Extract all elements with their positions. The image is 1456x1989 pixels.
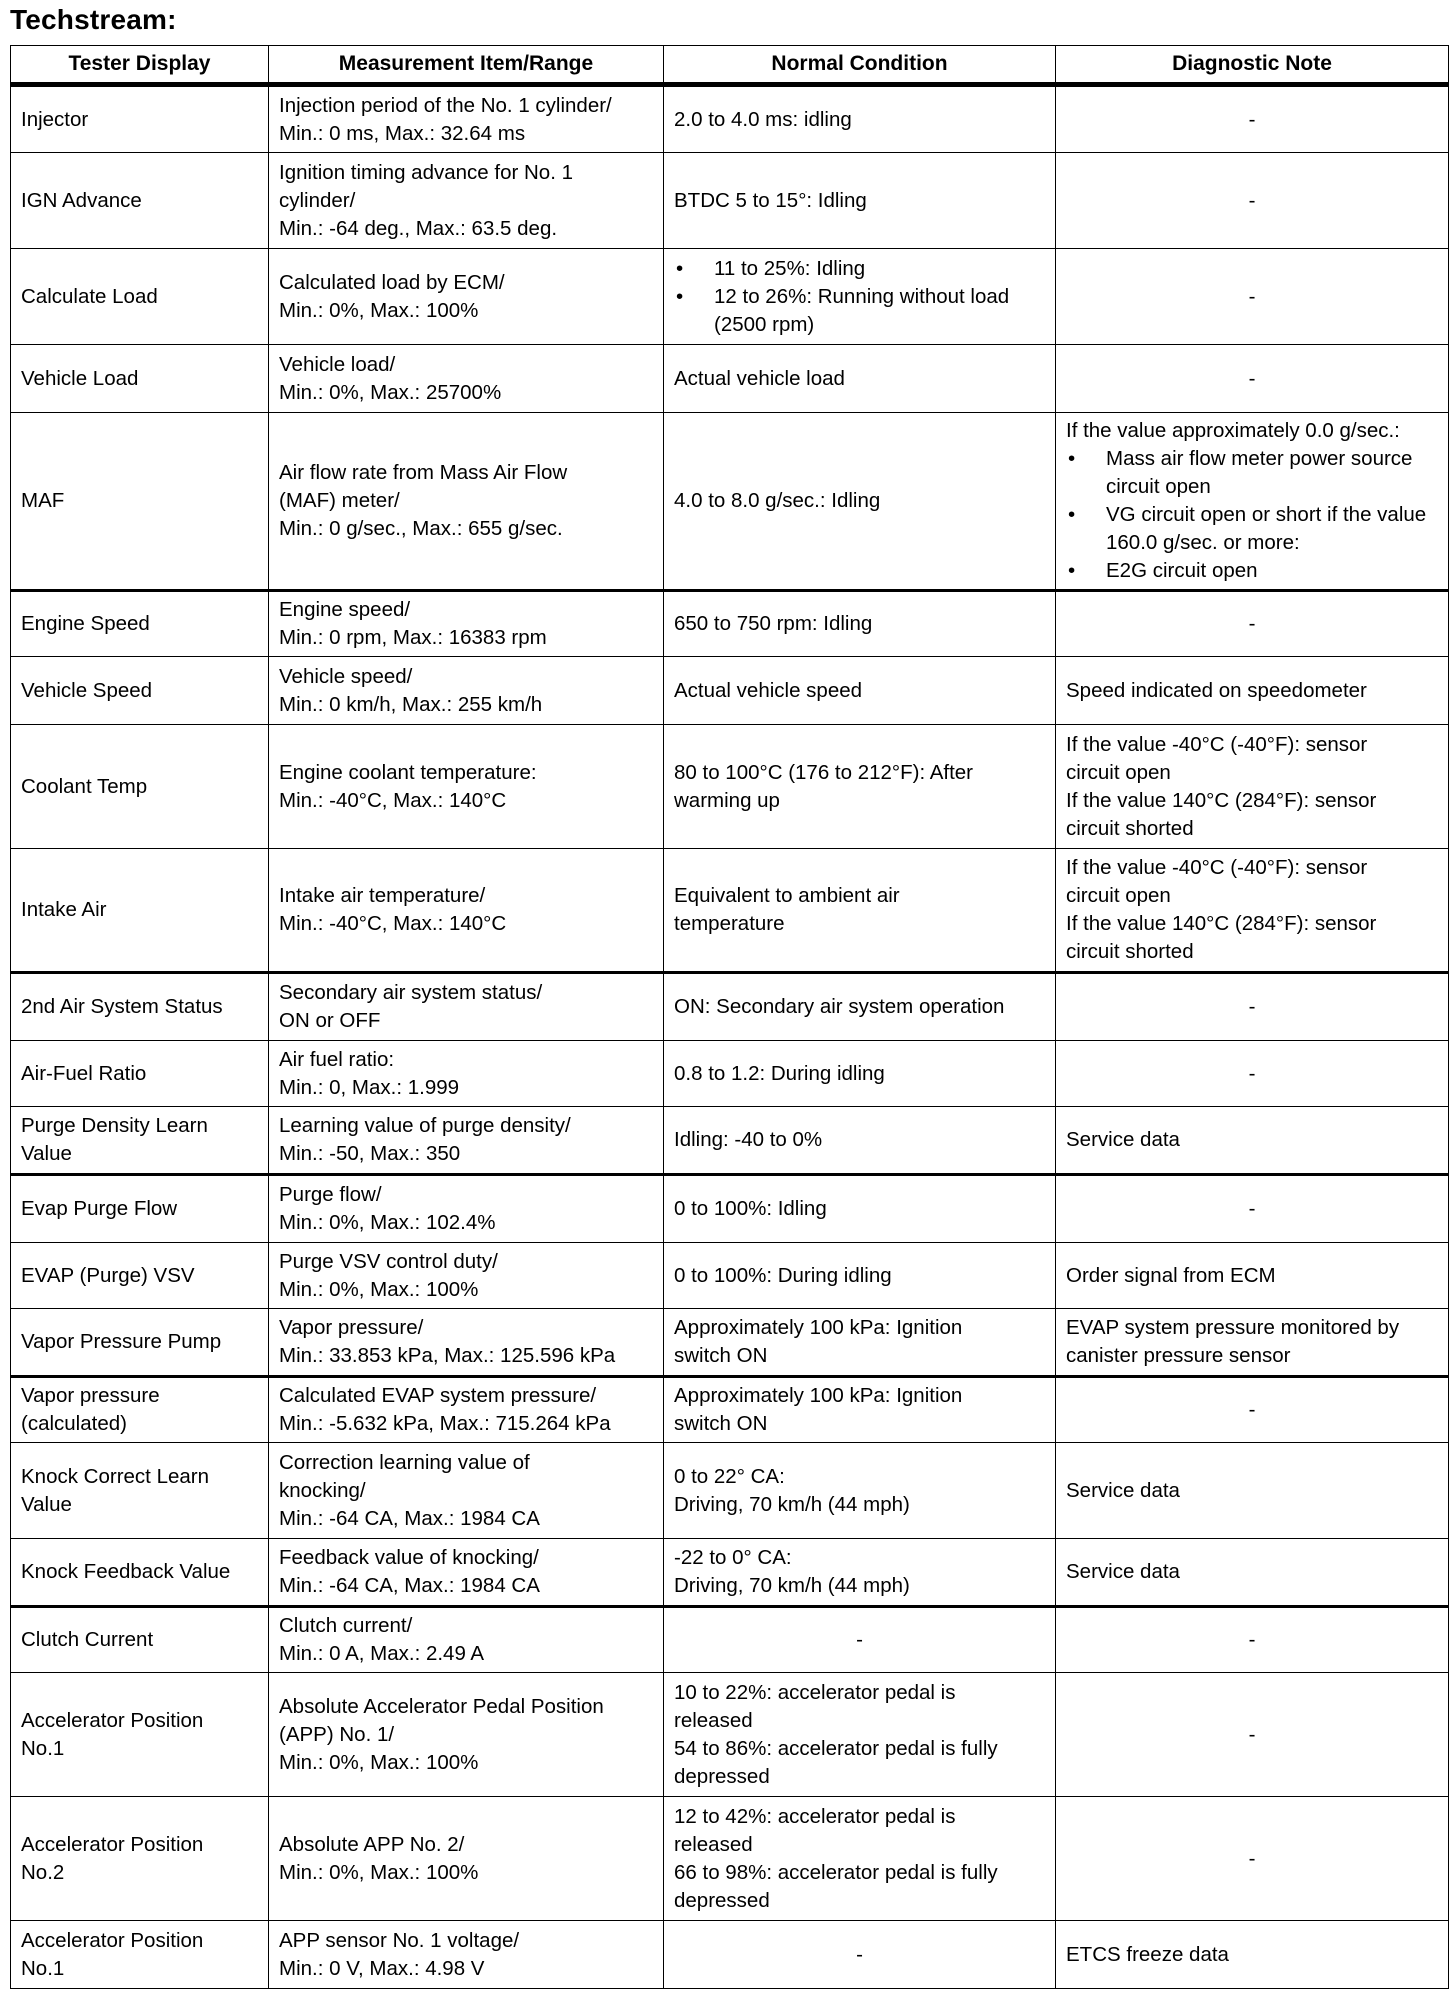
cell-tester-display-line: Vapor pressure	[21, 1384, 160, 1407]
cell-normal-condition	[664, 413, 1056, 591]
cell-diagnostic-note-line: EVAP system pressure monitored by	[1066, 1316, 1400, 1339]
table-header-row	[11, 46, 1449, 85]
cell-tester-display	[11, 413, 269, 591]
cell-tester-display	[11, 725, 269, 849]
cell-measurement-item-line: (MAF) meter/	[279, 489, 400, 512]
cell-measurement-item	[269, 1041, 664, 1107]
cell-tester-display	[11, 1539, 269, 1607]
cell-measurement-item-line: Secondary air system status/	[279, 981, 543, 1004]
cell-measurement-item-line: Vehicle load/	[279, 352, 396, 376]
table-row	[11, 1443, 1449, 1539]
table-row	[11, 973, 1449, 1041]
cell-measurement-item-line: Absolute APP No. 2/	[279, 1832, 465, 1856]
cell-measurement-item	[269, 249, 664, 345]
cell-normal-condition	[664, 591, 1056, 657]
cell-measurement-item-line: Vehicle speed/	[279, 664, 413, 688]
cell-tester-display-line: Vehicle Speed	[21, 678, 153, 702]
cell-measurement-item-line: Feedback value of knocking/	[279, 1546, 539, 1569]
table-row	[11, 1175, 1449, 1243]
cell-measurement-item-line: Min.: -64 CA, Max.: 1984 CA	[279, 1506, 540, 1530]
cell-normal-condition	[664, 1443, 1056, 1539]
diagnostic-note-intro: If the value approximately 0.0 g/sec.:	[1066, 419, 1400, 442]
cell-normal-condition	[664, 1607, 1056, 1673]
cell-measurement-item-line: Air flow rate from Mass Air Flow	[279, 461, 568, 484]
table-row	[11, 249, 1449, 345]
cell-diagnostic-note-line: canister pressure sensor	[1066, 1344, 1291, 1367]
cell-diagnostic-note	[1056, 973, 1449, 1041]
cell-measurement-item-line: APP sensor No. 1 voltage/	[279, 1928, 520, 1952]
diagnostic-note-list	[1066, 445, 1438, 585]
table-row	[11, 153, 1449, 249]
cell-measurement-item-line: Purge flow/	[279, 1183, 382, 1206]
cell-measurement-item	[269, 1443, 664, 1539]
cell-diagnostic-note-line: Service data	[1066, 1128, 1180, 1151]
cell-tester-display-line: Knock Correct Learn	[21, 1464, 210, 1488]
cell-measurement-item-line: Purge VSV control duty/	[279, 1249, 498, 1273]
cell-normal-condition-line: 0 to 22° CA:	[674, 1464, 785, 1488]
cell-diagnostic-note	[1056, 591, 1449, 657]
table-row	[11, 1921, 1449, 1989]
table-row	[11, 1377, 1449, 1443]
cell-measurement-item-line: Min.: 0%, Max.: 100%	[279, 1750, 479, 1774]
cell-tester-display-line: Vapor Pressure Pump	[21, 1330, 222, 1353]
table-row	[11, 657, 1449, 725]
cell-normal-condition-line: switch ON	[674, 1344, 768, 1367]
cell-normal-condition-line: 4.0 to 8.0 g/sec.: Idling	[674, 489, 881, 512]
data-list-table	[10, 45, 1449, 1989]
cell-diagnostic-note	[1056, 1921, 1449, 1989]
cell-tester-display	[11, 85, 269, 153]
cell-diagnostic-note	[1056, 1539, 1449, 1607]
cell-measurement-item-line: Min.: 0%, Max.: 100%	[279, 298, 479, 322]
cell-normal-condition-line: Idling: -40 to 0%	[674, 1128, 823, 1151]
cell-measurement-item-line: Min.: 33.853 kPa, Max.: 125.596 kPa	[279, 1344, 616, 1367]
cell-tester-display-line: Air-Fuel Ratio	[21, 1061, 147, 1085]
table-row	[11, 725, 1449, 849]
cell-diagnostic-note-line: -	[1248, 1846, 1256, 1870]
cell-tester-display-line: Value	[21, 1492, 72, 1516]
cell-diagnostic-note	[1056, 1175, 1449, 1243]
table-row	[11, 1107, 1449, 1175]
cell-tester-display	[11, 249, 269, 345]
cell-measurement-item	[269, 1539, 664, 1607]
cell-tester-display-line: Engine Speed	[21, 612, 150, 635]
cell-measurement-item-line: Min.: 0%, Max.: 25700%	[279, 380, 502, 404]
cell-normal-condition	[664, 973, 1056, 1041]
cell-measurement-item	[269, 345, 664, 413]
cell-measurement-item-line: Min.: 0 rpm, Max.: 16383 rpm	[279, 626, 547, 649]
cell-measurement-item-line: Min.: 0 ms, Max.: 32.64 ms	[279, 121, 526, 145]
cell-tester-display-line: No.2	[21, 1860, 65, 1884]
cell-diagnostic-note	[1056, 1309, 1449, 1377]
cell-normal-condition	[664, 1797, 1056, 1921]
cell-tester-display	[11, 1797, 269, 1921]
cell-measurement-item	[269, 1243, 664, 1309]
header-measurement-item: Measurement Item/Range	[269, 46, 664, 85]
cell-measurement-item-line: Correction learning value of	[279, 1450, 530, 1474]
list-item: • 11 to 25%: Idling	[674, 255, 1045, 283]
cell-tester-display-line: Vehicle Load	[21, 366, 139, 390]
cell-normal-condition-line: released	[674, 1708, 753, 1732]
cell-tester-display-line: Purge Density Learn	[21, 1114, 208, 1137]
cell-measurement-item	[269, 1377, 664, 1443]
cell-diagnostic-note-line: circuit shorted	[1066, 940, 1194, 963]
cell-measurement-item	[269, 413, 664, 591]
cell-diagnostic-note	[1056, 345, 1449, 413]
header-diagnostic-note: Diagnostic Note	[1056, 46, 1449, 85]
cell-diagnostic-note-line: -	[1248, 366, 1256, 390]
cell-normal-condition	[664, 249, 1056, 345]
cell-normal-condition-line: 650 to 750 rpm: Idling	[674, 612, 873, 635]
cell-diagnostic-note-line: If the value -40°C (-40°F): sensor	[1066, 732, 1368, 756]
cell-normal-condition	[664, 1041, 1056, 1107]
cell-normal-condition	[664, 1175, 1056, 1243]
cell-diagnostic-note-line: Service data	[1066, 1560, 1180, 1583]
cell-tester-display-line: Accelerator Position	[21, 1832, 204, 1856]
cell-diagnostic-note-line: circuit shorted	[1066, 816, 1194, 840]
cell-normal-condition	[664, 849, 1056, 973]
table-row	[11, 1309, 1449, 1377]
cell-diagnostic-note-line: -	[1248, 995, 1256, 1018]
cell-diagnostic-note	[1056, 1377, 1449, 1443]
list-item: • E2G circuit open	[1066, 557, 1438, 585]
cell-normal-condition	[664, 1243, 1056, 1309]
cell-measurement-item-line: Air fuel ratio:	[279, 1047, 395, 1071]
table-row	[11, 591, 1449, 657]
cell-normal-condition-line: 80 to 100°C (176 to 212°F): After	[674, 760, 974, 784]
cell-diagnostic-note	[1056, 1443, 1449, 1539]
cell-tester-display	[11, 849, 269, 973]
cell-measurement-item	[269, 725, 664, 849]
cell-tester-display-line: No.1	[21, 1956, 65, 1980]
cell-tester-display	[11, 1175, 269, 1243]
cell-measurement-item-line: Clutch current/	[279, 1614, 413, 1637]
cell-diagnostic-note	[1056, 1607, 1449, 1673]
cell-measurement-item-line: Vapor pressure/	[279, 1316, 424, 1339]
cell-measurement-item-line: Min.: 0 km/h, Max.: 255 km/h	[279, 692, 543, 716]
cell-diagnostic-note-line: circuit open	[1066, 884, 1171, 907]
cell-normal-condition-line: Driving, 70 km/h (44 mph)	[674, 1574, 910, 1597]
cell-normal-condition-line: Actual vehicle speed	[674, 678, 863, 702]
cell-diagnostic-note-line: -	[1248, 188, 1256, 212]
cell-normal-condition	[664, 657, 1056, 725]
cell-normal-condition-line: ON: Secondary air system operation	[674, 995, 1005, 1018]
cell-measurement-item-line: Min.: 0%, Max.: 100%	[279, 1860, 479, 1884]
cell-tester-display-line: MAF	[21, 489, 65, 512]
cell-tester-display-line: Knock Feedback Value	[21, 1560, 231, 1583]
table-row	[11, 1607, 1449, 1673]
cell-diagnostic-note-line: circuit open	[1066, 760, 1171, 784]
cell-normal-condition-line: BTDC 5 to 15°: Idling	[674, 188, 867, 212]
cell-tester-display	[11, 1377, 269, 1443]
cell-tester-display	[11, 153, 269, 249]
cell-normal-condition	[664, 153, 1056, 249]
cell-normal-condition-line: switch ON	[674, 1412, 768, 1435]
cell-normal-condition-line: -22 to 0° CA:	[674, 1546, 792, 1569]
cell-normal-condition	[664, 725, 1056, 849]
cell-measurement-item-line: Calculated load by ECM/	[279, 270, 505, 294]
cell-tester-display	[11, 1309, 269, 1377]
cell-normal-condition-line: Actual vehicle load	[674, 366, 845, 390]
cell-measurement-item-line: Min.: 0 V, Max.: 4.98 V	[279, 1956, 485, 1980]
cell-normal-condition-line: 66 to 98%: accelerator pedal is fully	[674, 1860, 998, 1884]
cell-normal-condition-line: depressed	[674, 1888, 770, 1912]
cell-diagnostic-note-line: -	[1248, 1722, 1256, 1746]
header-normal-condition: Normal Condition	[664, 46, 1056, 85]
cell-tester-display-line: (calculated)	[21, 1412, 127, 1435]
cell-tester-display-line: 2nd Air System Status	[21, 995, 223, 1018]
list-item: • VG circuit open or short if the value 160.0 g/sec. or more:	[1066, 501, 1438, 557]
cell-measurement-item	[269, 1921, 664, 1989]
cell-measurement-item-line: Min.: -5.632 kPa, Max.: 715.264 kPa	[279, 1412, 611, 1435]
cell-tester-display-line: Accelerator Position	[21, 1708, 204, 1732]
cell-normal-condition-line: -	[856, 1942, 863, 1966]
cell-diagnostic-note	[1056, 413, 1449, 591]
cell-diagnostic-note-line: Speed indicated on speedometer	[1066, 678, 1367, 702]
cell-normal-condition-line: 10 to 22%: accelerator pedal is	[674, 1680, 956, 1704]
cell-diagnostic-note-line: -	[1248, 1628, 1256, 1651]
cell-diagnostic-note-line: -	[1248, 612, 1256, 635]
cell-tester-display-line: Evap Purge Flow	[21, 1197, 178, 1220]
cell-normal-condition	[664, 1377, 1056, 1443]
cell-measurement-item-line: Intake air temperature/	[279, 884, 486, 907]
page-title: Techstream:	[10, 4, 177, 35]
list-item: • 12 to 26%: Running without load (2500 rpm)	[674, 283, 1045, 339]
cell-diagnostic-note	[1056, 249, 1449, 345]
cell-tester-display-line: IGN Advance	[21, 188, 142, 212]
cell-normal-condition	[664, 1107, 1056, 1175]
cell-tester-display	[11, 1921, 269, 1989]
cell-tester-display-line: Value	[21, 1142, 72, 1165]
cell-measurement-item	[269, 1673, 664, 1797]
table-row	[11, 1041, 1449, 1107]
cell-normal-condition-line: temperature	[674, 912, 785, 935]
cell-tester-display	[11, 591, 269, 657]
cell-tester-display-line: Intake Air	[21, 898, 107, 921]
cell-measurement-item	[269, 1797, 664, 1921]
cell-measurement-item	[269, 85, 664, 153]
cell-tester-display-line: EVAP (Purge) VSV	[21, 1263, 195, 1287]
cell-diagnostic-note	[1056, 1243, 1449, 1309]
cell-normal-condition	[664, 1673, 1056, 1797]
cell-measurement-item-line: Learning value of purge density/	[279, 1114, 571, 1137]
cell-measurement-item-line: ON or OFF	[279, 1009, 381, 1032]
cell-diagnostic-note-line: -	[1248, 284, 1256, 308]
cell-normal-condition	[664, 1921, 1056, 1989]
cell-diagnostic-note-line: If the value 140°C (284°F): sensor	[1066, 788, 1377, 812]
cell-diagnostic-note-line: Order signal from ECM	[1066, 1263, 1276, 1287]
cell-measurement-item-line: Min.: -50, Max.: 350	[279, 1142, 461, 1165]
table-row	[11, 1673, 1449, 1797]
cell-measurement-item	[269, 849, 664, 973]
cell-measurement-item-line: knocking/	[279, 1478, 366, 1502]
table-row	[11, 85, 1449, 153]
cell-tester-display-line: Coolant Temp	[21, 774, 148, 798]
cell-measurement-item-line: Min.: 0%, Max.: 100%	[279, 1277, 479, 1301]
cell-tester-display-line: Accelerator Position	[21, 1928, 204, 1952]
cell-measurement-item-line: Min.: 0, Max.: 1.999	[279, 1075, 460, 1099]
table-row	[11, 1539, 1449, 1607]
cell-normal-condition-line: -	[856, 1628, 863, 1651]
list-item: • Mass air flow meter power source circuit open	[1066, 445, 1438, 501]
cell-diagnostic-note	[1056, 1673, 1449, 1797]
cell-measurement-item-line: Min.: -64 deg., Max.: 63.5 deg.	[279, 216, 558, 240]
table-row	[11, 1797, 1449, 1921]
cell-measurement-item	[269, 1107, 664, 1175]
table-row	[11, 1243, 1449, 1309]
cell-normal-condition-line: 12 to 42%: accelerator pedal is	[674, 1804, 956, 1828]
cell-measurement-item	[269, 591, 664, 657]
cell-measurement-item-line: Min.: -40°C, Max.: 140°C	[279, 788, 507, 812]
normal-condition-list	[674, 255, 1045, 339]
cell-measurement-item-line: Min.: 0%, Max.: 102.4%	[279, 1211, 496, 1234]
cell-measurement-item	[269, 1607, 664, 1673]
cell-tester-display	[11, 973, 269, 1041]
cell-measurement-item-line: Engine coolant temperature:	[279, 760, 537, 784]
cell-tester-display	[11, 345, 269, 413]
cell-measurement-item-line: Injection period of the No. 1 cylinder/	[279, 93, 612, 117]
cell-normal-condition-line: 0 to 100%: During idling	[674, 1263, 892, 1287]
header-tester-display: Tester Display	[11, 46, 269, 85]
table-row	[11, 345, 1449, 413]
cell-measurement-item	[269, 153, 664, 249]
cell-normal-condition	[664, 85, 1056, 153]
cell-tester-display-line: Injector	[21, 107, 89, 131]
cell-diagnostic-note	[1056, 153, 1449, 249]
cell-tester-display-line: Calculate Load	[21, 284, 158, 308]
cell-diagnostic-note-line: -	[1248, 1398, 1256, 1421]
cell-measurement-item-line: cylinder/	[279, 188, 356, 212]
table-row	[11, 413, 1449, 591]
cell-tester-display	[11, 1673, 269, 1797]
cell-normal-condition	[664, 1539, 1056, 1607]
cell-normal-condition-line: depressed	[674, 1764, 770, 1788]
cell-diagnostic-note	[1056, 1041, 1449, 1107]
cell-normal-condition-line: 54 to 86%: accelerator pedal is fully	[674, 1736, 998, 1760]
cell-measurement-item-line: Calculated EVAP system pressure/	[279, 1384, 597, 1407]
cell-normal-condition-line: 2.0 to 4.0 ms: idling	[674, 107, 852, 131]
cell-diagnostic-note	[1056, 849, 1449, 973]
cell-tester-display	[11, 657, 269, 725]
cell-normal-condition-line: Approximately 100 kPa: Ignition	[674, 1384, 963, 1407]
cell-normal-condition-line: 0 to 100%: Idling	[674, 1197, 827, 1220]
cell-tester-display	[11, 1041, 269, 1107]
cell-diagnostic-note	[1056, 85, 1449, 153]
cell-diagnostic-note	[1056, 657, 1449, 725]
cell-normal-condition-line: Driving, 70 km/h (44 mph)	[674, 1492, 910, 1516]
cell-measurement-item-line: Absolute Accelerator Pedal Position	[279, 1694, 604, 1718]
cell-tester-display	[11, 1443, 269, 1539]
cell-diagnostic-note-line: If the value 140°C (284°F): sensor	[1066, 912, 1377, 935]
cell-normal-condition-line: Equivalent to ambient air	[674, 884, 900, 907]
cell-measurement-item-line: Ignition timing advance for No. 1	[279, 160, 573, 184]
cell-measurement-item	[269, 973, 664, 1041]
cell-measurement-item-line: Min.: -40°C, Max.: 140°C	[279, 912, 507, 935]
cell-diagnostic-note-line: -	[1248, 1061, 1256, 1085]
cell-normal-condition-line: released	[674, 1832, 753, 1856]
cell-normal-condition	[664, 1309, 1056, 1377]
cell-tester-display-line: No.1	[21, 1736, 65, 1760]
cell-diagnostic-note-line: If the value -40°C (-40°F): sensor	[1066, 856, 1368, 879]
cell-normal-condition-line: 0.8 to 1.2: During idling	[674, 1061, 885, 1085]
cell-measurement-item	[269, 657, 664, 725]
cell-diagnostic-note-line: Service data	[1066, 1478, 1180, 1502]
cell-measurement-item-line: Min.: 0 g/sec., Max.: 655 g/sec.	[279, 517, 563, 540]
cell-diagnostic-note	[1056, 1107, 1449, 1175]
cell-tester-display	[11, 1607, 269, 1673]
cell-tester-display	[11, 1107, 269, 1175]
cell-diagnostic-note-line: -	[1248, 107, 1256, 131]
cell-tester-display	[11, 1243, 269, 1309]
cell-diagnostic-note-line: -	[1248, 1197, 1256, 1220]
cell-measurement-item-line: Min.: 0 A, Max.: 2.49 A	[279, 1642, 485, 1665]
table-row	[11, 849, 1449, 973]
cell-normal-condition-line: warming up	[674, 788, 780, 812]
cell-normal-condition-line: Approximately 100 kPa: Ignition	[674, 1316, 963, 1339]
cell-measurement-item-line: (APP) No. 1/	[279, 1722, 395, 1746]
cell-measurement-item	[269, 1175, 664, 1243]
cell-diagnostic-note	[1056, 725, 1449, 849]
cell-tester-display-line: Clutch Current	[21, 1628, 154, 1651]
cell-measurement-item	[269, 1309, 664, 1377]
cell-normal-condition	[664, 345, 1056, 413]
cell-diagnostic-note-line: ETCS freeze data	[1066, 1942, 1229, 1966]
cell-measurement-item-line: Min.: -64 CA, Max.: 1984 CA	[279, 1574, 540, 1597]
cell-measurement-item-line: Engine speed/	[279, 598, 411, 621]
cell-diagnostic-note	[1056, 1797, 1449, 1921]
